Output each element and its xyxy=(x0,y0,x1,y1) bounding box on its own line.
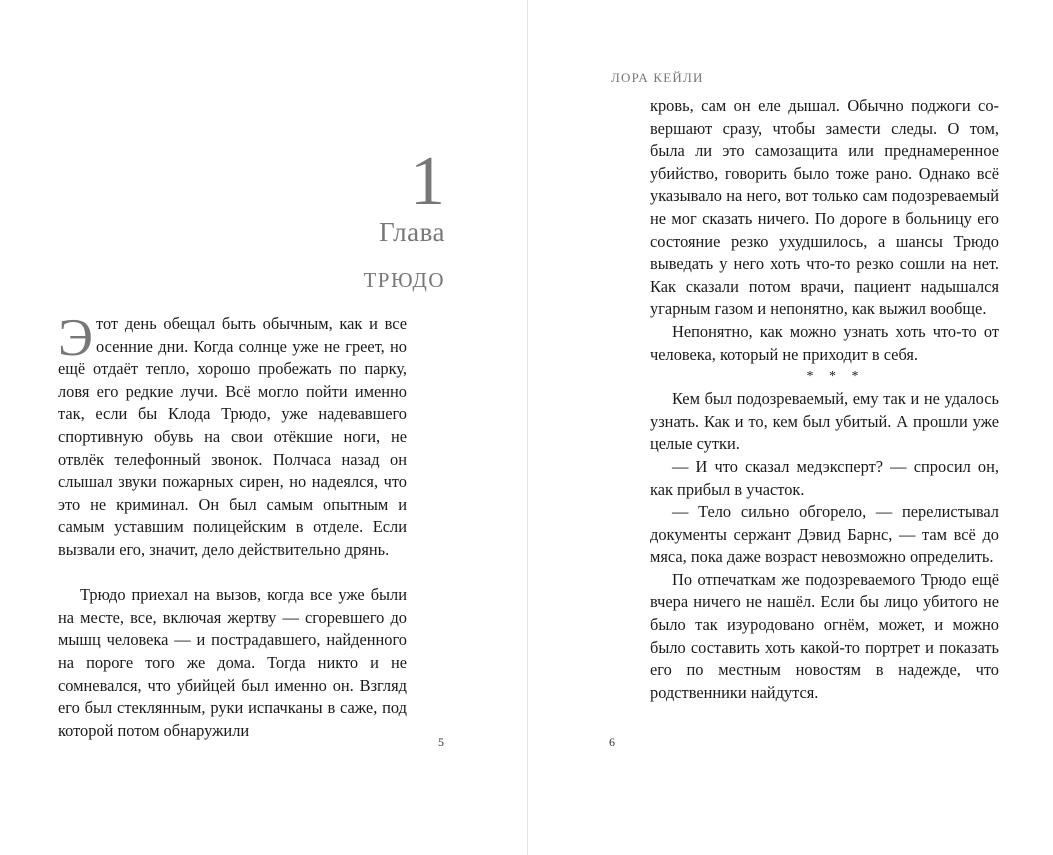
drop-cap: Э xyxy=(58,309,93,367)
dialogue-paragraph: — И что сказал медэксперт? — спросил он, как прибыл в участок. xyxy=(650,456,999,499)
paragraph: Кем был подозреваемый, ему так и не удалось узнать. Как и то, кем был убитый. А прошли уже целые сутки. xyxy=(650,389,999,454)
chapter-title: ТРЮДО xyxy=(363,268,445,292)
chapter-number: 1 xyxy=(410,143,445,220)
paragraph-text: тот день обещал быть обычным, как и все осенние дни. Когда солнце уже не греет, но ещё отдаёт тепло, хорошо пробежать по парку, ловя его редкие лучи. Всё могло пойти именно так, если бы Клода Трюдо, уже надевавшего спортивную обувь на свои отёкшие ноги, не отвлёк телефонный звонок. Полчаса назад он слышал звуки пожарных сирен, но надеялся, что это не криминал. Он был самым опытным и самым уставшим полицейским в отделе. Если вызвали его, значит, дело действительно дрянь. xyxy=(58,314,407,559)
paragraph: кровь, сам он еле дышал. Обычно поджоги совершают сразу, чтобы замести следы. О том, была ли это самозащита или преднамеренное убийство, говорить было тоже рано. Однако всё указывало на него, вот только сам подозреваемый не мог сказать ничего. По дороге в больницу его состояние резко ухудшилось, а шансы Трюдо выведать у него хоть что-то резко сошли на нет. Как сказали потом врачи, пациент надышался угарным газом и непонятно, как выжил вообще. xyxy=(650,96,999,319)
left-page-body xyxy=(58,309,407,742)
paragraph: Непонятно, как можно узнать хоть что-то от человека, который не приходит в себя. xyxy=(650,321,999,364)
running-head-author: ЛОРА КЕЙЛИ xyxy=(611,70,704,85)
paragraph xyxy=(58,309,407,562)
chapter-label: Глава xyxy=(379,217,445,247)
page-number: 5 xyxy=(438,735,444,749)
dialogue-paragraph: — Тело сильно обгорело, — перелистывал документы сержант Дэвид Барнс, — там всё до мяса, пока даже возраст невозможно определить. xyxy=(650,502,999,567)
section-break: * * * xyxy=(806,369,865,385)
right-page-body xyxy=(650,95,999,704)
paragraph: Трюдо приехал на вызов, когда все уже были на месте, все, включая жертву — сгоревшего до мышц человека — и пострадавшего, найденного на пороге того же дома. Тогда никто и не сомневался, что убийцей был именно он. Взгляд его был стеклянным, руки испачканы в саже, под которой потом обнаружили xyxy=(58,585,407,740)
paragraph: По отпечаткам же подозреваемого Трюдо ещё вчера ничего не нашёл. Если бы лицо убитого не было так изуродовано огнём, может, и можно было составить хоть какой-то портрет и показать его по местным новостям в надежде, что родственники найдутся. xyxy=(650,569,999,702)
page-number: 6 xyxy=(609,735,615,749)
